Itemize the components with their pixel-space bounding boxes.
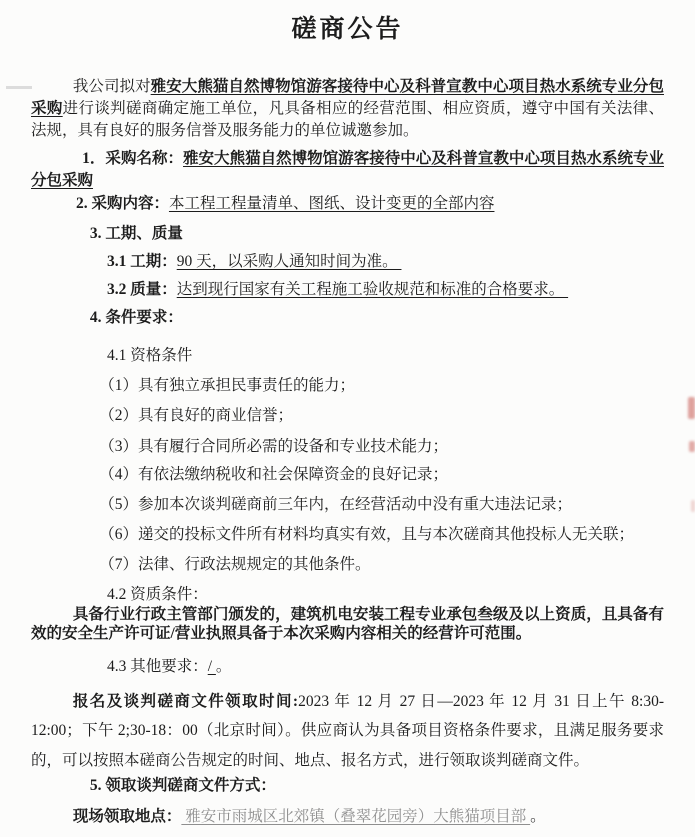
quality-label: 3.2 质量： bbox=[106, 280, 177, 298]
qualification-item-3: （3）具有履行合同所必需的设备和专业技术能力； bbox=[99, 437, 448, 455]
intro-project-name: 雅安大熊猫自然博物馆游客接待中心及科普宣教中心项目热水系统专业分包采购 bbox=[31, 78, 664, 118]
pickup-location-value: 雅安市雨城区北郊镇（叠翠花园旁）大熊猫项目部 bbox=[181, 808, 531, 826]
other-requirements-tail: 。 bbox=[215, 657, 232, 675]
section3-heading: 3. 工期、质量 bbox=[89, 224, 183, 242]
credentials-subheading: 4.2 资质条件： bbox=[106, 585, 208, 603]
scan-artifact-dash bbox=[6, 86, 32, 89]
duration-value: 90 天，以采购人通知时间为准。 bbox=[176, 252, 402, 270]
intro-rest: 进行谈判磋商确定施工单位，凡具备相应的经营范围、相应资质，遵守中国有关法律、法规，具有良好的服务信誉及服务能力的单位诚邀参加。 bbox=[31, 100, 664, 140]
seal-mark-fragment-1 bbox=[688, 397, 695, 419]
qualification-item-5: （5）参加本次谈判磋商前三年内，在经营活动中没有重大违法记录； bbox=[99, 495, 572, 513]
registration-value: 2023 年 12 月 27 日—2023 年 12 月 31 日上午 8:30-12:00；下午 2;30-18：00（北京时间）。供应商认为具备项目资格条件要求，且满足服务要求的，可以按照本磋商公告规定的时间、地点、报名方式，进行领取谈判磋商文件。 bbox=[31, 692, 665, 769]
pickup-location-label: 现场领取地点： bbox=[72, 808, 182, 826]
other-requirements-item bbox=[31, 657, 664, 677]
seal-mark-fragment-2 bbox=[689, 441, 695, 452]
purchase-name-value: 雅安大熊猫自然博物馆游客接待中心及科普宣教中心项目热水系统专业分包采购 bbox=[31, 149, 664, 189]
purchase-name-label: 1．采购名称： bbox=[82, 149, 184, 167]
qualification-item-1: （1）具有独立承担民事责任的能力； bbox=[99, 376, 355, 394]
quality-value: 达到现行国家有关工程施工验收规范和标准的合格要求。 bbox=[176, 280, 569, 298]
pickup-location-line bbox=[31, 807, 664, 827]
qualification-item-4: （4）有依法缴纳税收和社会保障资金的良好记录； bbox=[99, 465, 448, 483]
intro-lead: 我公司拟对 bbox=[72, 78, 151, 95]
quality-item bbox=[31, 280, 664, 300]
qualification-item-7: （7）法律、行政法规规定的其他条件。 bbox=[99, 555, 371, 573]
registration-label: 报名及谈判磋商文件领取时间: bbox=[72, 692, 299, 710]
duration-label: 3.1 工期： bbox=[106, 252, 177, 270]
intro-paragraph bbox=[31, 76, 664, 143]
registration-paragraph bbox=[31, 687, 664, 776]
page-title: 磋商公告 bbox=[291, 16, 404, 43]
seal-mark-fragment-3 bbox=[691, 500, 695, 512]
qualification-item-2: （2）具有良好的商业信誉； bbox=[99, 406, 293, 424]
qualification-subheading: 4.1 资格条件 bbox=[106, 346, 193, 364]
purchase-name-item bbox=[31, 148, 664, 192]
section4-heading: 4. 条件要求： bbox=[89, 308, 183, 326]
duration-item bbox=[31, 252, 664, 272]
qualification-item-6: （6）递交的投标文件所有材料均真实有效，且与本次磋商其他投标人无关联； bbox=[99, 525, 634, 543]
purchase-content-item bbox=[31, 194, 664, 214]
other-requirements-value: / bbox=[207, 657, 216, 675]
purchase-content-value: 本工程工程量清单、图纸、设计变更的全部内容 bbox=[168, 194, 495, 212]
section5-heading: 5. 领取谈判磋商文件方式： bbox=[89, 777, 276, 795]
other-requirements-label: 4.3 其他要求： bbox=[106, 657, 208, 675]
credentials-body: 具备行业行政主管部门颁发的，建筑机电安装工程专业承包叁级及以上资质，且具备有效的安全生产许可证/营业执照具备于本次采购内容相关的经营许可范围。 bbox=[31, 605, 664, 643]
purchase-content-label: 2. 采购内容： bbox=[75, 194, 169, 212]
pickup-location-tail: 。 bbox=[530, 808, 546, 826]
